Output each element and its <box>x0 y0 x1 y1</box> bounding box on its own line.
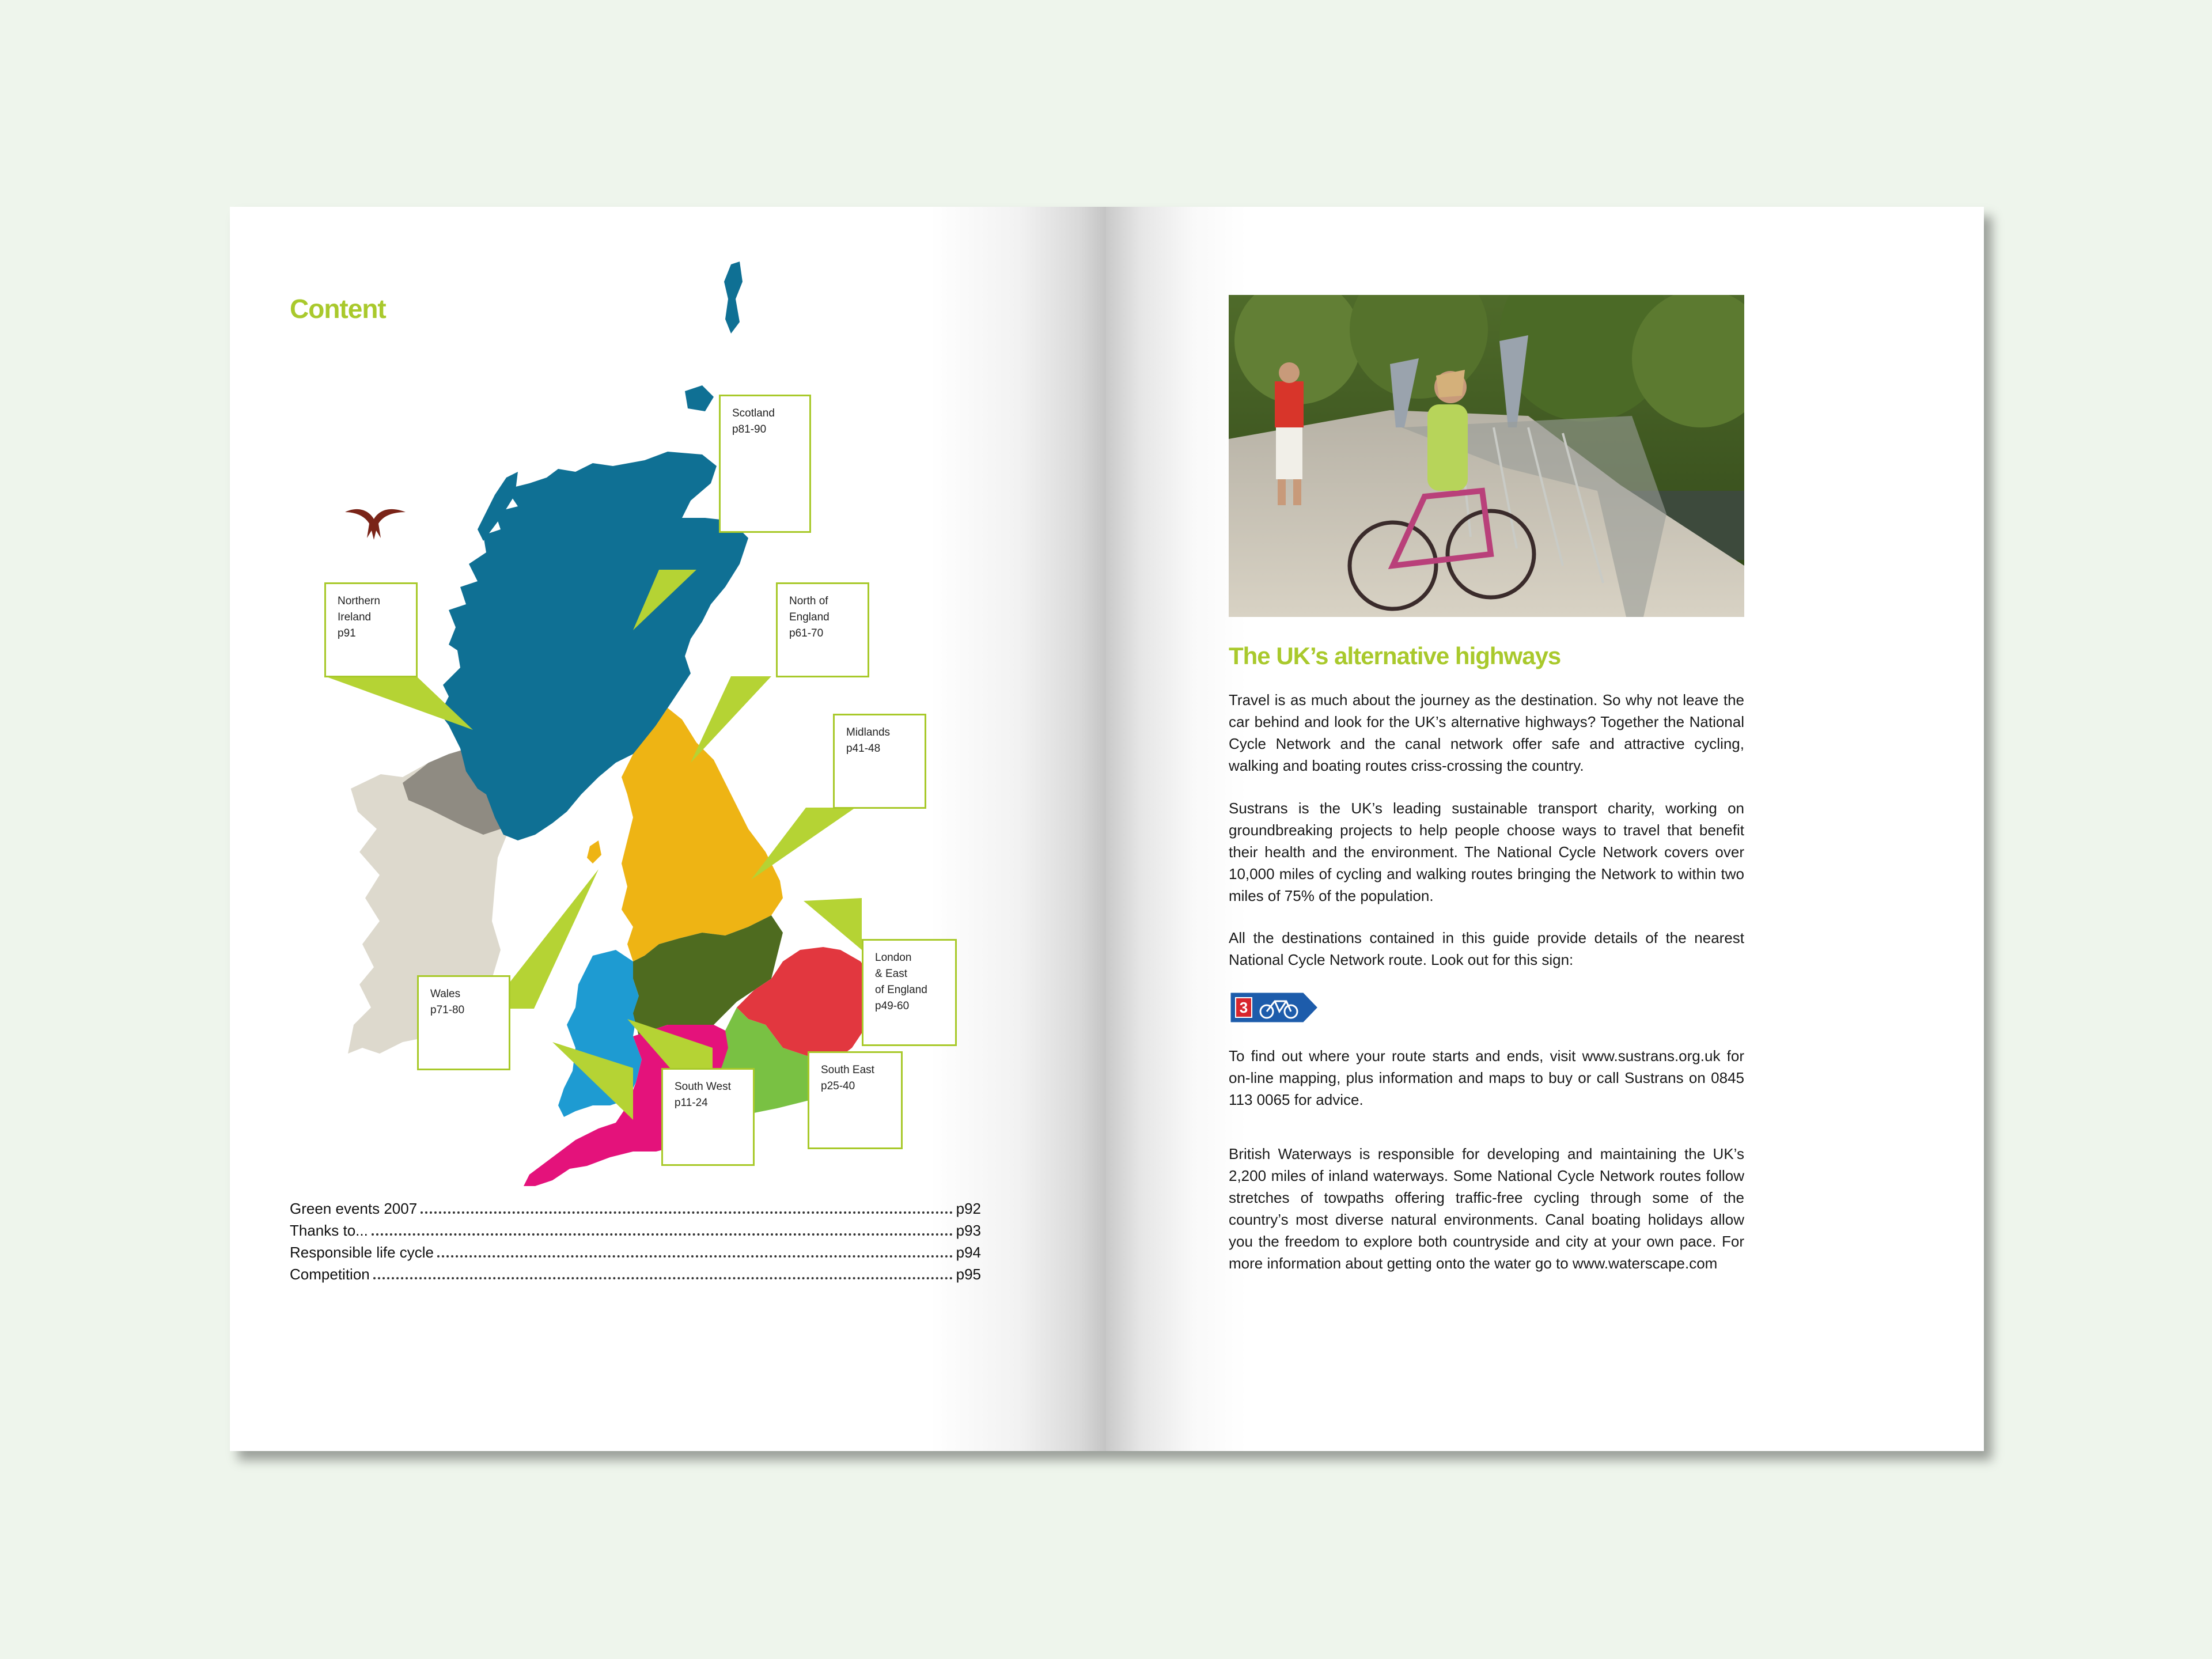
toc-leader <box>372 1233 953 1236</box>
callout-ni-line1: Northern <box>338 595 380 607</box>
toc-page: p92 <box>956 1200 981 1217</box>
callout-midlands-name: Midlands <box>846 726 891 738</box>
callout-ne-pages: p61-70 <box>789 627 824 639</box>
callout-le-line3: of England <box>875 984 927 996</box>
callout-ne-line2: England <box>789 611 830 623</box>
callout-le-pages: p49-60 <box>875 1000 910 1012</box>
callout-se-pages: p25-40 <box>821 1080 855 1092</box>
orkney-islands <box>685 385 714 411</box>
toc-row[interactable] <box>290 1244 981 1266</box>
callout-le-line1: London <box>875 952 912 964</box>
toc-label: Thanks to... <box>290 1222 368 1239</box>
sign-number: 3 <box>1239 999 1248 1016</box>
paragraph-1: Travel is as much about the journey as the destination. So why not leave the car behind and look for the UK’s alternative highways? Together the National Cycle Network and the canal network offer safe and attractive cycling, walking and boating routes criss-crossing the country. <box>1229 691 1744 774</box>
toc-page: p94 <box>956 1244 981 1261</box>
callout-se-name: South East <box>821 1064 874 1076</box>
toc-label: Green events 2007 <box>290 1200 418 1217</box>
callout-scotland-name: Scotland <box>732 407 775 419</box>
callout-north-of-england[interactable] <box>776 582 869 677</box>
callout-scotland-pages: p81-90 <box>732 423 767 435</box>
callout-northern-ireland[interactable] <box>324 582 418 677</box>
toc-leader <box>437 1255 953 1257</box>
toc-leader <box>421 1211 952 1214</box>
toc-leader <box>373 1277 953 1279</box>
table-of-contents <box>290 1200 981 1287</box>
north-england-pointer <box>691 676 771 763</box>
callout-south-east[interactable] <box>808 1051 903 1149</box>
paragraph-2: Sustrans is the UK’s leading sustainable transport charity, working on groundbreaking projects to help people choose ways to travel that benefit their health and the environment. The National Cycle Network covers over 10,000 miles of cycling and walking routes bringing the Network to within two miles of 75% of the population. <box>1229 800 1744 904</box>
callout-sw-pages: p11-24 <box>675 1097 708 1109</box>
swallow-logo <box>345 509 406 540</box>
paragraph-4: To find out where your route starts and ends, visit www.sustrans.org.uk for on-line mapping, plus information and maps to buy or call Sustrans on 0845 113 0065 for advice. <box>1229 1047 1744 1108</box>
callout-london-east[interactable] <box>862 939 957 1046</box>
callout-scotland[interactable] <box>719 395 811 533</box>
cyclist-bridge-photo <box>1229 295 1744 617</box>
toc-page: p95 <box>956 1266 981 1283</box>
callout-ni-pages: p91 <box>338 627 356 639</box>
callout-midlands[interactable] <box>833 714 926 809</box>
callout-wales-pages: p71-80 <box>430 1004 465 1016</box>
paragraph-5: British Waterways is responsible for developing and maintaining the UK’s 2,200 miles of inland waterways. Some National Cycle Network routes follow stretches of towpaths offering traffic-free cycling through some of the country’s most diverse natural environments. Canal boating holidays allow you the freedom to explore both countryside and city at your own pace. For more information about getting onto the water go to www.waterscape.com <box>1229 1145 1744 1272</box>
toc-row[interactable] <box>290 1266 981 1287</box>
callout-midlands-pages: p41-48 <box>846 743 881 755</box>
callout-ne-line1: North of <box>789 595 828 607</box>
brochure-spread <box>230 207 1984 1451</box>
callout-ni-line2: Ireland <box>338 611 372 623</box>
callout-sw-name: South West <box>675 1081 731 1093</box>
contents-heading: Content <box>290 294 386 324</box>
toc-row[interactable] <box>290 1200 981 1222</box>
toc-label: Responsible life cycle <box>290 1244 434 1261</box>
toc-label: Competition <box>290 1266 370 1283</box>
london-east-pointer <box>804 898 862 950</box>
shetland-islands <box>724 262 743 334</box>
callout-south-west[interactable] <box>661 1068 755 1166</box>
uk-regions-map <box>230 207 1106 1186</box>
paragraph-3: All the destinations contained in this guide provide details of the nearest National Cycle Network route. Look out for this sign: <box>1229 929 1744 968</box>
right-page <box>1106 207 1984 1451</box>
cycle-route-sign <box>1229 991 1321 1024</box>
toc-page: p93 <box>956 1222 981 1239</box>
callout-wales[interactable] <box>417 975 510 1070</box>
left-page <box>230 207 1106 1451</box>
callout-wales-name: Wales <box>430 988 461 1000</box>
isle-of-man <box>587 840 601 863</box>
callout-le-line2: & East <box>875 968 907 980</box>
article-heading: The UK’s alternative highways <box>1229 642 1561 669</box>
toc-row[interactable] <box>290 1222 981 1244</box>
